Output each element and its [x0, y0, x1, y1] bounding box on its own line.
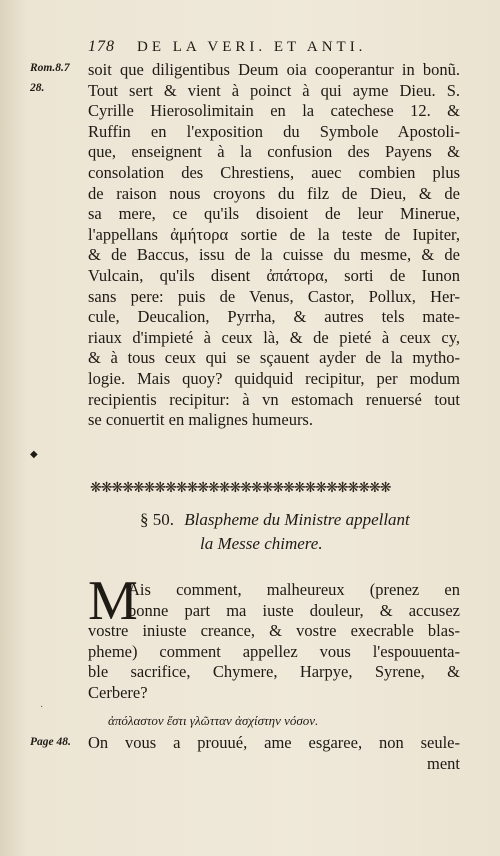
ornamental-divider: ❋❋❋❋❋❋❋❋❋❋❋❋❋❋❋❋❋❋❋❋❋❋❋❋❋❋❋❋ — [90, 480, 391, 496]
section-heading — [140, 508, 470, 556]
section-title-line-1: Blaspheme du Ministre appellant — [184, 510, 410, 529]
text-line: consolation des Chrestiens, auec combien plus — [88, 162, 460, 182]
text-line: & de Baccus, issu de la cuisse du mesme, & de — [88, 245, 460, 265]
text-line: de raison nous croyons du filz de Dieu, & de — [88, 183, 460, 203]
text-line: l'appellans ἀμήτορα sortie de la teste de Iupiter, — [88, 224, 460, 244]
margin-note-rom: Rom.8.7 — [30, 62, 70, 74]
text-line: Ais comment, malheureux (prenez en — [128, 580, 460, 599]
text-line: ble sacrifice, Chymere, Harpye, Syrene, & — [88, 662, 460, 682]
paragraph-3 — [88, 733, 460, 754]
paragraph-2 — [88, 621, 460, 703]
greek-quotation: ἀπόλαστον ἔστι γλῶτταν ἀσχίστην νόσον. — [108, 713, 319, 728]
text-line: recipientis recipitur: à vn estomach renuersé tout — [88, 389, 460, 409]
text-line: sans pere: puis de Venus, Castor, Pollux, Her- — [88, 286, 460, 306]
text-line: que, enseignent à la confusion des Payens & — [88, 142, 460, 162]
text-line: bonne part ma iuste douleur, & accusez — [128, 600, 460, 620]
section-number: § 50. — [140, 510, 174, 529]
running-header — [88, 38, 478, 56]
drop-cap: M — [88, 570, 138, 632]
text-line: Cyrille Hierosolimitain en la catechese 12. & — [88, 101, 460, 121]
section-title-line-2: la Messe chimere. — [200, 534, 323, 553]
running-title: DE LA VERI. ET ANTI. — [137, 39, 367, 55]
paragraph-2-indented — [128, 580, 460, 621]
text-line: se conuertit en malignes humeurs. — [88, 410, 313, 430]
catchword-text: ment — [427, 754, 460, 773]
text-line: cule, Deucalion, Pyrrha, & autres tels mate- — [88, 307, 460, 327]
text-line: riaux d'impieté à ceux là, & de pieté à ceux cy, — [88, 327, 460, 347]
text-line: soit que diligentibus Deum oia cooperantur in bonũ. — [88, 60, 460, 79]
text-line: Tout sert & vient à poinct à qui ayme Dieu. S. — [88, 80, 460, 100]
paragraph-1 — [88, 60, 460, 431]
text-line: On vous a prouué, ame esgaree, non seule- — [88, 733, 460, 752]
text-line: logie. Mais quoy? quidquid recipitur, per modum — [88, 368, 460, 388]
margin-mark: ◆ — [30, 449, 38, 460]
margin-note-28: 28. — [30, 82, 45, 94]
text-line: pheme) comment appellez vous l'espouuenta- — [88, 641, 460, 661]
catchword — [420, 754, 460, 775]
margin-mark: ˙ — [40, 705, 44, 716]
page-number: 178 — [88, 38, 115, 55]
text-line: vostre iniuste creance, & vostre execrable blas- — [88, 621, 460, 640]
text-line: Cerbere? — [88, 682, 148, 702]
margin-note-page-48: Page 48. — [30, 736, 71, 748]
text-line: Vulcain, qu'ils disent ἀπάτορα, sorti de Iunon — [88, 265, 460, 285]
text-line: sa mere, ce qu'ils disoient de leur Minerue, — [88, 204, 460, 224]
text-line: & à tous ceux qui se sçauent ayder de la mytho- — [88, 348, 460, 368]
text-line: Ruffin en l'exposition du Symbole Apostoli- — [88, 121, 460, 141]
